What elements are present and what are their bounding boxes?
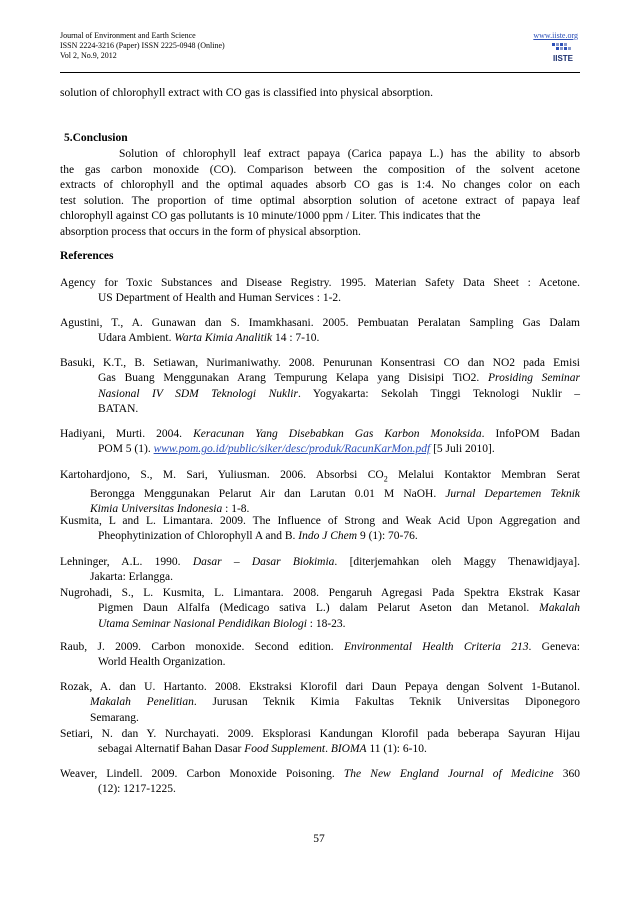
reference-6-line-2: Pheophytinization of Chlorophyll A and B. Indo J Chem 9 (1): 70-76. (98, 530, 418, 543)
reference-12-line-2: (12): 1217-1225. (98, 783, 176, 796)
conclusion-line-4: test solution. The proportion of time optimal absorption solution of acetone extract of papaya leaf (60, 194, 580, 207)
reference-3-line-3: Nasional IV SDM Teknologi Nuklir. Yogyakarta: Sekolah Tinggi Teknologi Nuklir – (98, 387, 580, 400)
reference-1 (60, 276, 580, 307)
volume-line: Vol 2, No.9, 2012 (60, 51, 117, 60)
issn-line: ISSN 2224-3216 (Paper) ISSN 2225-0948 (Online) (60, 41, 225, 50)
conclusion-line-2: the gas carbon monoxide (CO). Comparison between the composition of the solvent acetone (60, 163, 580, 176)
page-number: 57 (313, 833, 325, 845)
reference-1-line-2: US Department of Health and Human Services : 1-2. (98, 292, 342, 305)
reference-3-line-2: Gas Buang Menggunakan Arang Tempurung Kelapa yang Disisipi TiO2. Prosiding Seminar (98, 372, 580, 385)
reference-2 (60, 316, 580, 347)
reference-3-line-1: Basuki, K.T., B. Setiawan, Nurimaniwathy. 2008. Penurunan Konsentrasi CO dan NO2 pada Emisi (60, 357, 580, 369)
intro-line: solution of chlorophyll extract with CO gas is classified into physical absorption. (60, 87, 434, 99)
page-header (60, 31, 580, 61)
reference-5 (60, 468, 580, 518)
reference-10-line-2: Makalah Penelitian. Jurusan Teknik Kimia Fakultas Teknik Universitas Diponegoro (90, 696, 580, 709)
reference-3 (60, 356, 580, 418)
reference-4 (60, 427, 580, 458)
reference-10-line-3: Semarang. (90, 711, 139, 724)
reference-9-line-1: Raub, J. 2009. Carbon monoxide. Second edition. Environmental Health Criteria 213. Geneva: (60, 641, 580, 653)
reference-2-line-1: Agustini, T., A. Gunawan dan S. Imamkhasani. 2005. Pembuatan Peralatan Sampling Gas Dalam (60, 317, 580, 329)
conclusion-line-1: Solution of chlorophyll leaf extract papaya (Carica papaya L.) has the ability to absorb (119, 148, 580, 160)
header-rule (60, 72, 580, 73)
reference-4-url-link[interactable]: www.pom.go.id/public/siker/desc/produk/RacunKarMon.pdf (153, 443, 431, 456)
reference-8-line-2: Pigmen Daun Alfalfa (Medicago sativa L.) dalam Pelarut Aseton dan Metanol. Makalah (98, 602, 580, 615)
reference-9-line-2: World Health Organization. (98, 656, 226, 669)
reference-6 (60, 514, 580, 545)
reference-8-line-3: Utama Seminar Nasional Pendidikan Biologi : 18-23. (98, 617, 346, 630)
reference-5-line-1: Kartohardjono, S., M. Sari, Yuliusman. 2006. Absorbsi $CO_2$ Melalui Kontaktor Membran Serat (60, 469, 580, 484)
reference-11-line-1: Setiari, N. dan Y. Nurchayati. 2009. Eksplorasi Kandungan Klorofil pada beberapa Sayuran Hijau (60, 728, 580, 740)
conclusion-line-5: chlorophyll against CO gas pollutants is 10 minute/1000 ppm / Liter. This indicates that the (60, 210, 481, 223)
reference-6-line-1: Kusmita, L and L. Limantara. 2009. The Influence of Strong and Weak Acid Upon Aggregation and (60, 515, 580, 527)
reference-4-line-1: Hadiyani, Murti. 2004. Keracunan Yang Disebabkan Gas Karbon Monoksida. InfoPOM Badan (60, 428, 580, 440)
references-heading: References (60, 250, 114, 262)
conclusion-body (60, 147, 580, 241)
reference-10-line-1: Rozak, A. dan U. Hartanto. 2008. Ekstraksi Klorofil dari Daun Pepaya dengan Solvent 1-Butanol. (60, 681, 580, 693)
reference-12 (60, 767, 580, 798)
logo-text: IISTE (553, 54, 574, 63)
reference-2-line-2: Udara Ambient. Warta Kimia Analitik 14 : 7-10. (98, 332, 320, 345)
reference-7-line-2: Jakarta: Erlangga. (90, 571, 174, 584)
reference-1-line-1: Agency for Toxic Substances and Disease Registry. 1995. Materian Safety Data Sheet : Acetone. (60, 277, 580, 289)
reference-11 (60, 727, 580, 758)
reference-5-line-2: Berongga Menggunakan Pelarut Air dan Larutan 0.01 M NaOH. Jurnal Departemen Teknik (90, 487, 581, 500)
reference-5-line-3: Kimia Universitas Indonesia : 1-8. (90, 503, 250, 516)
conclusion-line-6: absorption process that occurs in the form of physical absorption. (60, 225, 361, 238)
reference-11-line-2: sebagai Alternatif Bahan Dasar Food Supplement. BIOMA 11 (1): 6-10. (98, 743, 427, 756)
reference-4-line-2: POM 5 (1). www.pom.go.id/public/siker/desc/produk/RacunKarMon.pdf [5 Juli 2010]. (98, 443, 495, 456)
reference-8-line-1: Nugrohadi, S., L. Kusmita, L. Limantara. 2008. Pengaruh Agregasi Pada Spektra Ekstrak Kasar (60, 587, 580, 599)
reference-7 (60, 555, 580, 586)
reference-7-line-1: Lehninger, A.L. 1990. Dasar – Dasar Biokimia. [diterjemahkan oleh Maggy Thenawidjaya]. (60, 556, 581, 568)
reference-12-line-1: Weaver, Lindell. 2009. Carbon Monoxide Poisoning. The New England Journal of Medicine 360 (60, 768, 581, 780)
reference-8 (60, 586, 580, 632)
iiste-logo (550, 42, 578, 64)
journal-url-link[interactable]: www.iiste.org (533, 31, 578, 40)
reference-3-line-4: BATAN. (98, 403, 139, 416)
journal-name: Journal of Environment and Earth Science (60, 31, 196, 40)
conclusion-heading: 5.Conclusion (64, 132, 128, 144)
conclusion-line-3: extracts of chlorophyll and the optimal aquades absorb CO gas is 1:4. No changes color on each (60, 179, 580, 192)
reference-10 (60, 680, 580, 726)
reference-9 (60, 640, 580, 671)
